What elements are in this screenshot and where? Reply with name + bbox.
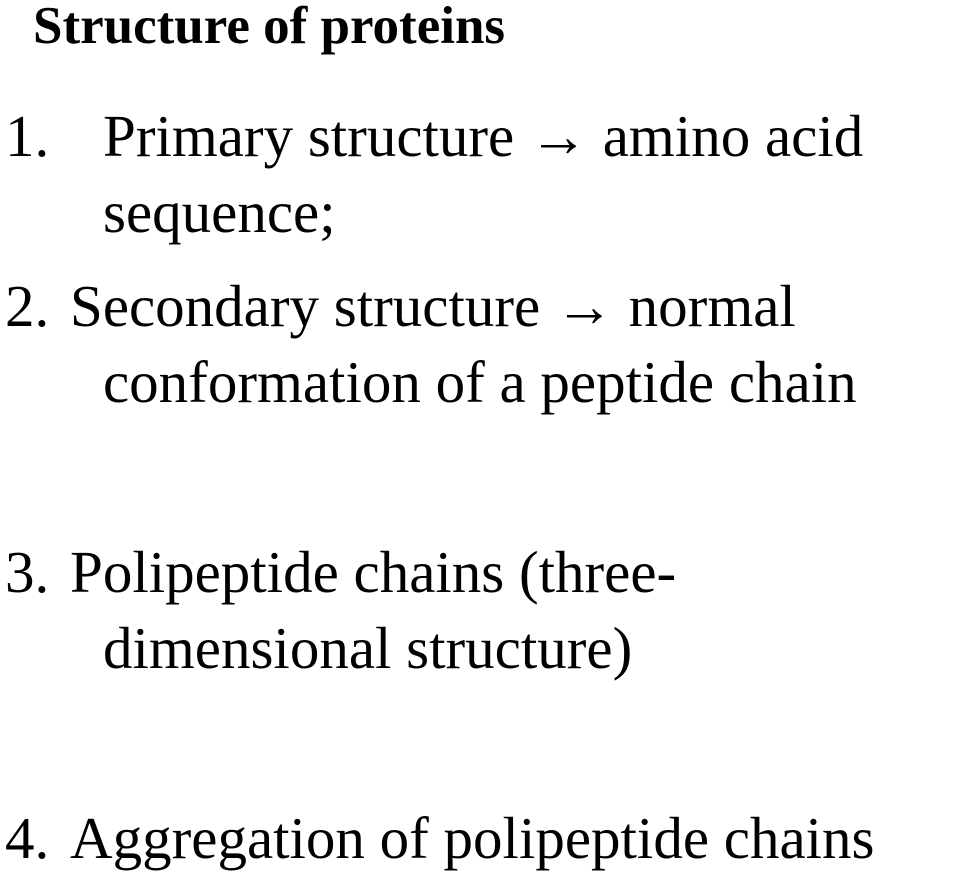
list-item-number: 1. [5,103,50,169]
list-item-number: 2. [5,273,50,339]
list-item-text-line-2: conformation of a peptide chain [103,349,857,415]
list-item-text-line-1: Aggregation of polipeptide chains [70,805,875,871]
list-item-text-line-1: Primary structure → amino acid [103,103,864,169]
list-item-number: 3. [5,539,50,605]
list-item-text-line-2: dimensional structure) [103,615,633,681]
page-title: Structure of proteins [33,0,506,55]
list-item-text-line-2: sequence; [103,179,336,245]
list-item-text-line-1: Polipeptide chains (three- [70,539,677,605]
list-item-number: 4. [5,805,50,871]
list-item-text-line-1: Secondary structure → normal [70,273,796,339]
